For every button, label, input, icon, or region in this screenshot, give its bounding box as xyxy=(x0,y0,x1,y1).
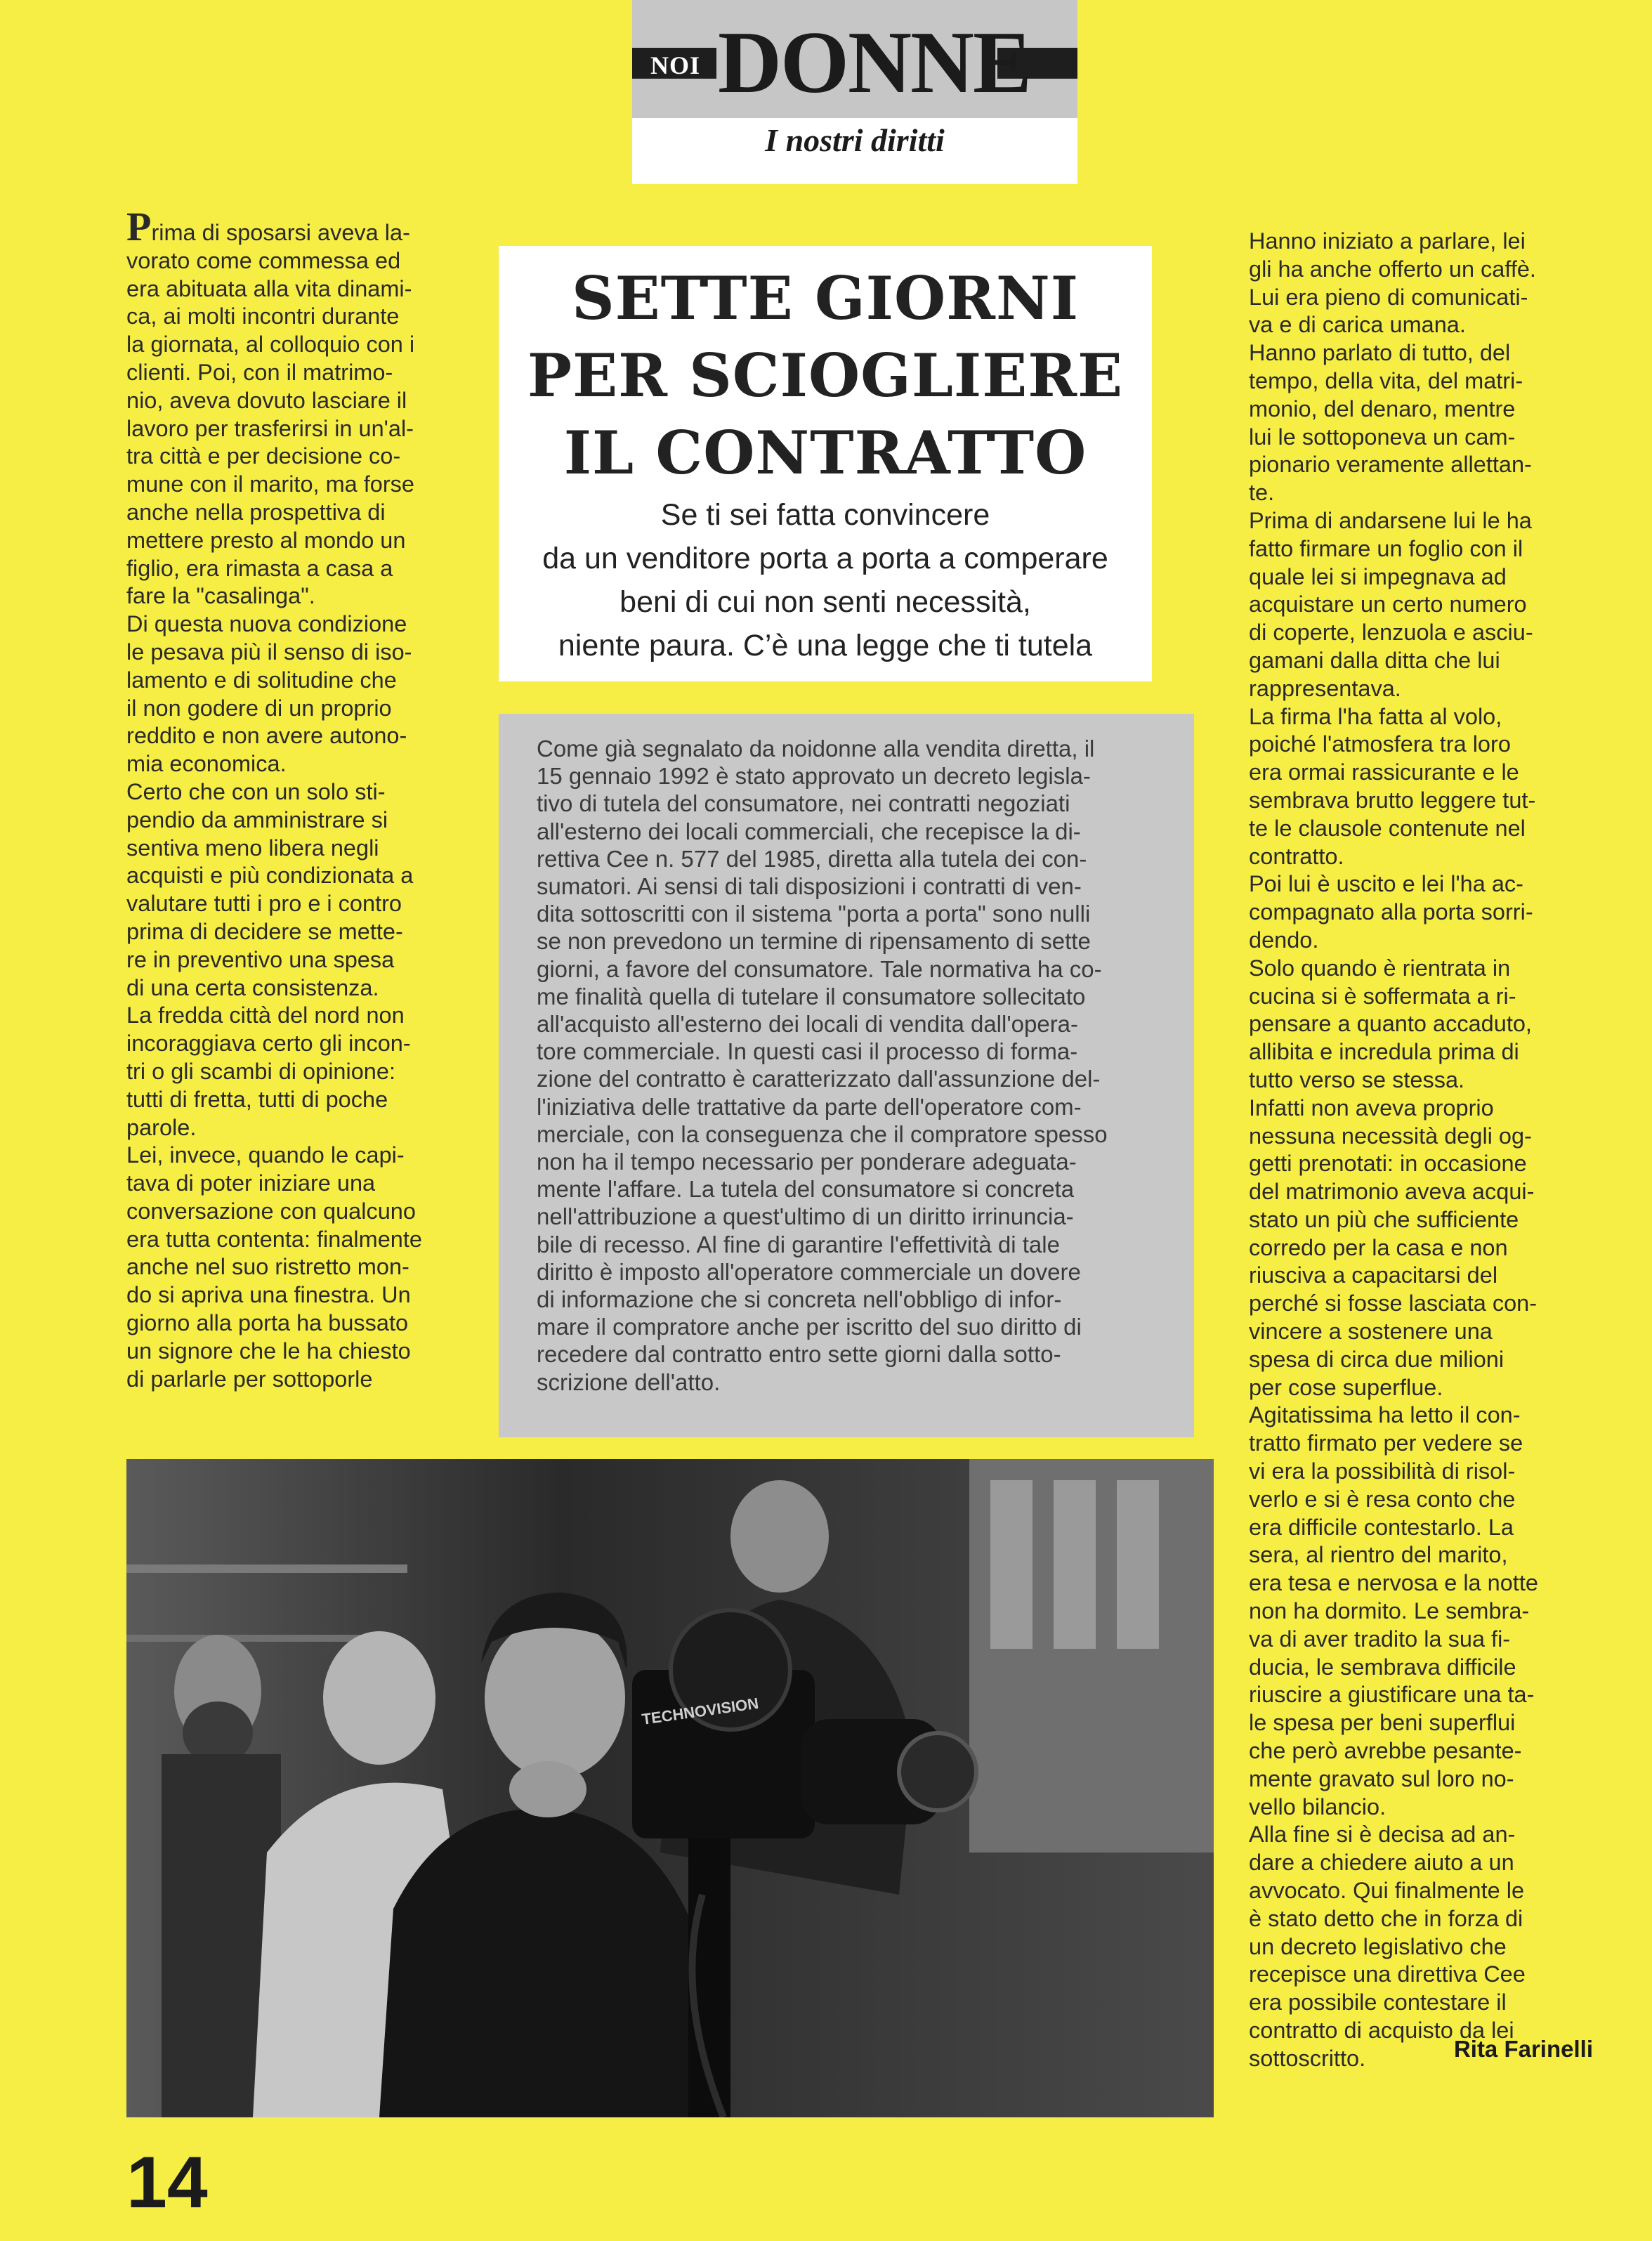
right-column-line: vello bilancio. xyxy=(1249,1794,1386,1819)
left-column-line: mune con il marito, ma forse xyxy=(126,471,415,497)
film-set-photo xyxy=(126,1459,1214,2117)
right-column-line: era ormai rassicurante e le xyxy=(1249,759,1519,785)
right-column-line: Solo quando è rientrata in xyxy=(1249,955,1511,981)
right-column-line: per cose superflue. xyxy=(1249,1374,1443,1400)
legal-line: mente l'affare. La tutela del consumatore si concreta xyxy=(537,1176,1075,1203)
right-column-line: Infatti non aveva proprio xyxy=(1249,1095,1494,1120)
legal-line: mare il compratore anche per iscritto del suo diritto di xyxy=(537,1314,1082,1340)
right-column-line: compagnato alla porta sorri- xyxy=(1249,899,1533,925)
right-column-line: di coperte, lenzuola e asciu- xyxy=(1249,620,1533,646)
left-column-line: era tutta contenta: finalmente xyxy=(126,1226,422,1252)
right-column-line: gamani dalla ditta che lui xyxy=(1249,647,1500,673)
left-column-line: ca, ai molti incontri durante xyxy=(126,303,400,329)
left-column-line: clienti. Poi, con il matrimo- xyxy=(126,359,393,385)
right-column-line: sembrava brutto leggere tut- xyxy=(1249,787,1536,813)
right-column-line: Prima di andarsene lui le ha xyxy=(1249,507,1532,533)
jacket-man-head xyxy=(323,1631,435,1765)
right-column-line: va e di carica umana. xyxy=(1249,312,1466,338)
right-column-line: getti prenotati: in occasione xyxy=(1249,1151,1527,1177)
left-column-line: lavoro per trasferirsi in un'al- xyxy=(126,415,414,441)
right-column-line: vincere a sostenere una xyxy=(1249,1319,1493,1345)
legal-line: me finalità quella di tutelare il consumatore sollecitato xyxy=(537,983,1086,1010)
right-column-line: cucina si è soffermata a ri- xyxy=(1249,983,1516,1009)
left-column-line: di parlarle per sottoporle xyxy=(126,1366,373,1392)
right-column-line: monio, del denaro, mentre xyxy=(1249,396,1516,422)
subtitle-line: niente paura. C’è una legge che ti tutela xyxy=(558,629,1093,662)
left-column-first-line xyxy=(126,204,471,249)
left-column-line: mia economica. xyxy=(126,751,287,777)
left-column xyxy=(126,204,471,1393)
right-column-line: era possibile contestare il xyxy=(1249,1990,1507,2015)
legal-line: 15 gennaio 1992 è stato approvato un decreto legisla- xyxy=(537,763,1091,790)
right-column-line: Alla fine si è decisa ad an- xyxy=(1249,1822,1516,1848)
right-column-line: ducia, le sembrava difficile xyxy=(1249,1654,1516,1680)
right-column-line: acquistare un certo numero xyxy=(1249,592,1527,618)
right-column-line: le spesa per beni superflui xyxy=(1249,1710,1516,1736)
subtitle-line: da un venditore porta a porta a comperare xyxy=(542,542,1108,575)
left-column-line: prima di decidere se mette- xyxy=(126,918,403,944)
headline-line: PER SCIOGLIERE xyxy=(527,341,1124,410)
right-column-line: riusciva a capacitarsi del xyxy=(1249,1262,1498,1288)
right-column-line: tempo, della vita, del matri- xyxy=(1249,367,1523,393)
legal-line: tore commerciale. In questi casi il processo di forma- xyxy=(537,1038,1078,1065)
left-column-line: tutti di fretta, tutti di poche xyxy=(126,1086,388,1112)
subtitle-line: Se ti sei fatta convincere xyxy=(660,498,990,532)
right-column-line: gli ha anche offerto un caffè. xyxy=(1249,256,1536,282)
left-column-line: giorno alla porta ha bussato xyxy=(126,1310,409,1336)
left-column-first-line-text: rima di sposarsi aveva la- xyxy=(151,220,410,245)
right-column-line: tratto firmato per vedere se xyxy=(1249,1430,1523,1456)
left-column-line: Di questa nuova condizione xyxy=(126,611,407,637)
right-column-line: recepisce una direttiva Cee xyxy=(1249,1961,1526,1987)
right-column-line: avvocato. Qui finalmente le xyxy=(1249,1878,1525,1904)
right-column-line: del matrimonio aveva acqui- xyxy=(1249,1179,1535,1205)
right-column-line: nessuna necessità degli og- xyxy=(1249,1123,1532,1149)
right-column-line: te. xyxy=(1249,480,1275,506)
legal-line: giorni, a favore del consumatore. Tale normativa ha co- xyxy=(537,955,1102,982)
right-column-line: pionario veramente allettan- xyxy=(1249,452,1532,478)
legal-line: rettiva Cee n. 577 del 1985, diretta alla tutela dei con- xyxy=(537,845,1087,872)
section-rubric: I nostri diritti xyxy=(765,122,945,158)
background-window xyxy=(1054,1480,1096,1649)
legal-line: se non prevedono un termine di ripensamento di sette xyxy=(537,928,1091,955)
legal-line: merciale, con la conseguenza che il compratore spesso xyxy=(537,1120,1108,1147)
legal-line: tivo di tutela del consumatore, nei contratti negoziati xyxy=(537,790,1070,817)
author-signature: Rita Farinelli xyxy=(1453,2036,1593,2062)
masthead-donne: DONNE xyxy=(718,14,1031,112)
headline-line: IL CONTRATTO xyxy=(563,418,1087,488)
left-column-line: di una certa consistenza. xyxy=(126,974,379,1000)
right-column-line: lui le sottoponeva un cam- xyxy=(1249,424,1516,450)
left-column-line: acquisti e più condizionata a xyxy=(126,863,414,889)
legal-line: non ha il tempo necessario per ponderare adeguata- xyxy=(537,1149,1077,1175)
legal-line: Come già segnalato da noidonne alla vendita diretta, il xyxy=(537,736,1095,762)
right-column-line: fatto firmare un foglio con il xyxy=(1249,535,1523,561)
left-column-line: pendio da amministrare si xyxy=(126,806,388,832)
director-head xyxy=(485,1617,625,1779)
legal-info-box xyxy=(499,714,1194,1437)
right-column-line: va di aver tradito la sua fi- xyxy=(1249,1626,1511,1652)
right-column-line: verlo e si è resa conto che xyxy=(1249,1486,1516,1512)
right-column-line: mente gravato sul loro no- xyxy=(1249,1765,1514,1791)
headline-line: SETTE GIORNI xyxy=(571,263,1080,333)
left-column-line: era abituata alla vita dinami- xyxy=(126,275,412,301)
right-column-line: Agitatissima ha letto il con- xyxy=(1249,1402,1521,1428)
left-column-line: figlio, era rimasta a casa a xyxy=(126,555,393,581)
operator-head xyxy=(730,1480,829,1593)
left-column-line: vorato come commessa ed xyxy=(126,247,401,273)
legal-line: all'esterno dei locali commerciali, che recepisce la di- xyxy=(537,818,1081,844)
right-column-line: rappresentava. xyxy=(1249,675,1401,701)
right-column-line: dare a chiedere aiuto a un xyxy=(1249,1850,1514,1876)
left-column-line: mettere presto al mondo un xyxy=(126,527,406,553)
left-column-line: Certo che con un solo sti- xyxy=(126,778,386,804)
background-window xyxy=(1117,1480,1159,1649)
left-column-line: fare la "casalinga". xyxy=(126,583,315,609)
legal-line: all'acquisto all'esterno dei locali di vendita dall'opera- xyxy=(537,1011,1079,1038)
background-rail xyxy=(126,1564,407,1573)
headline-box xyxy=(499,246,1152,681)
right-column-line: sera, al rientro del marito, xyxy=(1249,1542,1508,1568)
masthead-noi: NOI xyxy=(650,51,701,79)
left-column-line: tra città e per decisione co- xyxy=(126,443,401,469)
left-column-line: sentiva meno libera negli xyxy=(126,835,379,861)
right-column-line: contratto di acquisto da lei xyxy=(1249,2018,1514,2043)
right-column-line: riuscire a giustificare una ta- xyxy=(1249,1682,1535,1708)
article-subtitle xyxy=(499,493,1152,667)
page-number: 14 xyxy=(126,2142,208,2223)
right-column-line: sottoscritto. xyxy=(1249,2045,1366,2071)
right-column-line: poiché l'atmosfera tra loro xyxy=(1249,731,1511,757)
right-column-line: stato un più che sufficiente xyxy=(1249,1206,1519,1232)
drop-cap: P xyxy=(126,204,152,249)
right-column-line: dendo. xyxy=(1249,927,1319,953)
left-column-line: do si apriva una finestra. Un xyxy=(126,1282,411,1308)
left-column-line: re in preventivo una spesa xyxy=(126,946,395,972)
right-column-line: contratto. xyxy=(1249,843,1344,869)
left-column-line: conversazione con qualcuno xyxy=(126,1198,416,1224)
left-column-line: parole. xyxy=(126,1114,197,1140)
subtitle-line: beni di cui non senti necessità, xyxy=(620,585,1031,619)
right-column-line: spesa di circa due milioni xyxy=(1249,1346,1504,1372)
right-column-line: perché si fosse lasciata con- xyxy=(1249,1291,1538,1316)
right-column-line: vi era la possibilità di risol- xyxy=(1249,1458,1516,1484)
director-hand xyxy=(509,1761,586,1817)
legal-line: zione del contratto è caratterizzato dall'assunzione del- xyxy=(537,1066,1101,1092)
legal-line: di informazione che si concreta nell'obbligo di infor- xyxy=(537,1286,1062,1313)
right-column-line: Lui era pieno di comunicati- xyxy=(1249,284,1528,310)
left-column-line: tava di poter iniziare una xyxy=(126,1170,376,1196)
right-column-line: era tesa e nervosa e la notte xyxy=(1249,1570,1538,1596)
masthead xyxy=(632,0,1077,184)
photo-illustration xyxy=(126,1459,1214,2117)
right-column-line: era difficile contestarlo. La xyxy=(1249,1514,1514,1540)
background-window xyxy=(990,1480,1032,1649)
right-column-line: non ha dormito. Le sembra- xyxy=(1249,1598,1530,1624)
left-column-line: anche nel suo ristretto mon- xyxy=(126,1254,409,1280)
right-column-line: corredo per la casa e non xyxy=(1249,1234,1508,1260)
right-column-line: te le clausole contenute nel xyxy=(1249,815,1526,841)
camera-lens-front xyxy=(899,1733,976,1810)
legal-line: sumatori. Ai sensi di tali disposizioni i contratti di ven- xyxy=(537,873,1082,900)
legal-info-text xyxy=(537,735,1158,1396)
left-column-line: Lei, invece, quando le capi- xyxy=(126,1142,405,1168)
legal-line: diritto è imposto all'operatore commerciale un dovere xyxy=(537,1258,1081,1285)
left-column-line: il non godere di un proprio xyxy=(126,695,392,721)
right-column-line: Hanno iniziato a parlare, lei xyxy=(1249,228,1526,254)
article-headline xyxy=(499,260,1152,492)
right-column-line: è stato detto che in forza di xyxy=(1249,1905,1523,1931)
camera-brand-label: TECHNOVISION xyxy=(641,1694,760,1728)
right-column-line: Poi lui è uscito e lei l'ha ac- xyxy=(1249,871,1523,897)
legal-line: recedere dal contratto entro sette giorni dalla sotto- xyxy=(537,1341,1061,1368)
left-column-line: La fredda città del nord non xyxy=(126,1002,405,1028)
left-column-line: incoraggiava certo gli incon- xyxy=(126,1031,411,1057)
right-column-line: tutto verso se stessa. xyxy=(1249,1066,1465,1092)
right-column-line: un decreto legislativo che xyxy=(1249,1933,1507,1959)
left-column-line: la giornata, al colloquio con i xyxy=(126,332,415,358)
left-column-line: lamento e di solitudine che xyxy=(126,667,397,693)
left-column-line: anche nella prospettiva di xyxy=(126,499,386,525)
right-column xyxy=(1249,228,1593,2073)
left-column-line: nio, aveva dovuto lasciare il xyxy=(126,387,407,413)
left-column-line: un signore che le ha chiesto xyxy=(126,1338,411,1364)
right-column-line: Hanno parlato di tutto, del xyxy=(1249,340,1511,366)
legal-line: l'iniziativa delle trattative da parte dell'operatore com- xyxy=(537,1093,1082,1120)
right-column-line: allibita e incredula prima di xyxy=(1249,1039,1519,1065)
right-column-line: La firma l'ha fatta al volo, xyxy=(1249,703,1502,729)
right-column-line: quale lei si impegnava ad xyxy=(1249,563,1507,589)
left-column-line: reddito e non avere autono- xyxy=(126,723,407,749)
left-column-line: tri o gli scambi di opinione: xyxy=(126,1058,395,1084)
legal-line: bile di recesso. Al fine di garantire l'effettività di tale xyxy=(537,1231,1060,1257)
right-column-line: pensare a quanto accaduto, xyxy=(1249,1011,1532,1037)
legal-line: dita sottoscritti con il sistema "porta a porta" sono nulli xyxy=(537,901,1091,927)
right-column-line: che però avrebbe pesante- xyxy=(1249,1738,1522,1764)
legal-line: scrizione dell'atto. xyxy=(537,1368,721,1395)
left-column-line: valutare tutti i pro e i contro xyxy=(126,891,402,917)
legal-line: nell'attribuzione a quest'ultimo di un diritto irrinuncia- xyxy=(537,1203,1074,1230)
left-column-line: le pesava più il senso di iso- xyxy=(126,639,412,665)
